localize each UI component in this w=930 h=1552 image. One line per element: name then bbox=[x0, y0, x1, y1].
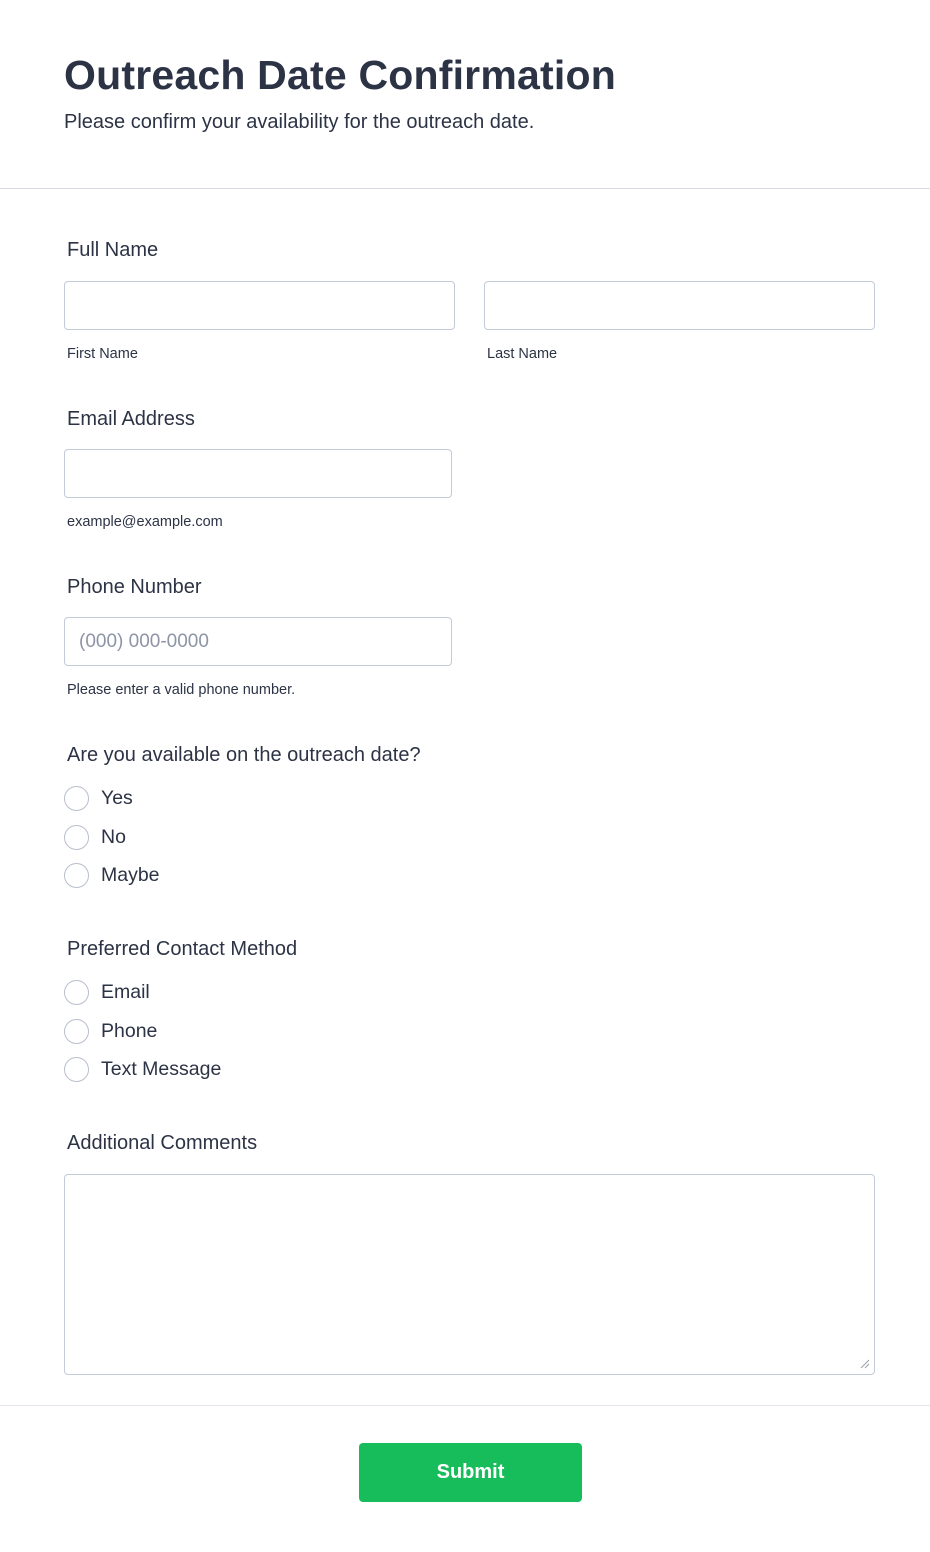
radio-button[interactable] bbox=[64, 1057, 89, 1082]
phone-label: Phone Number bbox=[67, 576, 202, 598]
email-input[interactable] bbox=[64, 449, 452, 498]
availability-option-maybe[interactable] bbox=[64, 862, 160, 888]
radio-button[interactable] bbox=[64, 863, 89, 888]
phone-input[interactable] bbox=[64, 617, 452, 666]
footer-divider bbox=[0, 1405, 930, 1406]
comments-textarea[interactable] bbox=[64, 1174, 875, 1375]
comments-label: Additional Comments bbox=[67, 1132, 258, 1154]
email-sublabel: example@example.com bbox=[67, 514, 223, 530]
contact-option-text-message[interactable] bbox=[64, 1056, 221, 1082]
radio-button[interactable] bbox=[64, 825, 89, 850]
last-name-sublabel: Last Name bbox=[487, 346, 558, 362]
radio-label: Maybe bbox=[101, 863, 160, 886]
contact-option-email[interactable] bbox=[64, 979, 150, 1005]
first-name-sublabel: First Name bbox=[67, 346, 138, 362]
form-header bbox=[0, 0, 930, 189]
email-label: Email Address bbox=[67, 408, 195, 430]
phone-sublabel: Please enter a valid phone number. bbox=[67, 682, 296, 698]
contact-option-phone[interactable] bbox=[64, 1018, 157, 1044]
availability-option-no[interactable] bbox=[64, 824, 126, 850]
availability-label: Are you available on the outreach date? bbox=[67, 744, 421, 766]
radio-label: Yes bbox=[101, 786, 133, 809]
last-name-input[interactable] bbox=[484, 281, 875, 330]
radio-label: No bbox=[101, 825, 126, 848]
availability-option-yes[interactable] bbox=[64, 785, 133, 811]
form-subtitle: Please confirm your availability for the outreach date. bbox=[64, 111, 535, 133]
radio-label: Phone bbox=[101, 1019, 158, 1042]
radio-button[interactable] bbox=[64, 786, 89, 811]
first-name-input[interactable] bbox=[64, 281, 455, 330]
radio-button[interactable] bbox=[64, 1019, 89, 1044]
radio-label: Text Message bbox=[101, 1057, 222, 1080]
contact-method-label: Preferred Contact Method bbox=[67, 938, 298, 960]
full-name-label: Full Name bbox=[67, 239, 159, 261]
radio-label: Email bbox=[101, 980, 150, 1003]
radio-button[interactable] bbox=[64, 980, 89, 1005]
resize-handle-icon[interactable] bbox=[858, 1357, 870, 1369]
submit-button[interactable]: Submit bbox=[359, 1443, 582, 1502]
form-title: Outreach Date Confirmation bbox=[64, 52, 616, 98]
